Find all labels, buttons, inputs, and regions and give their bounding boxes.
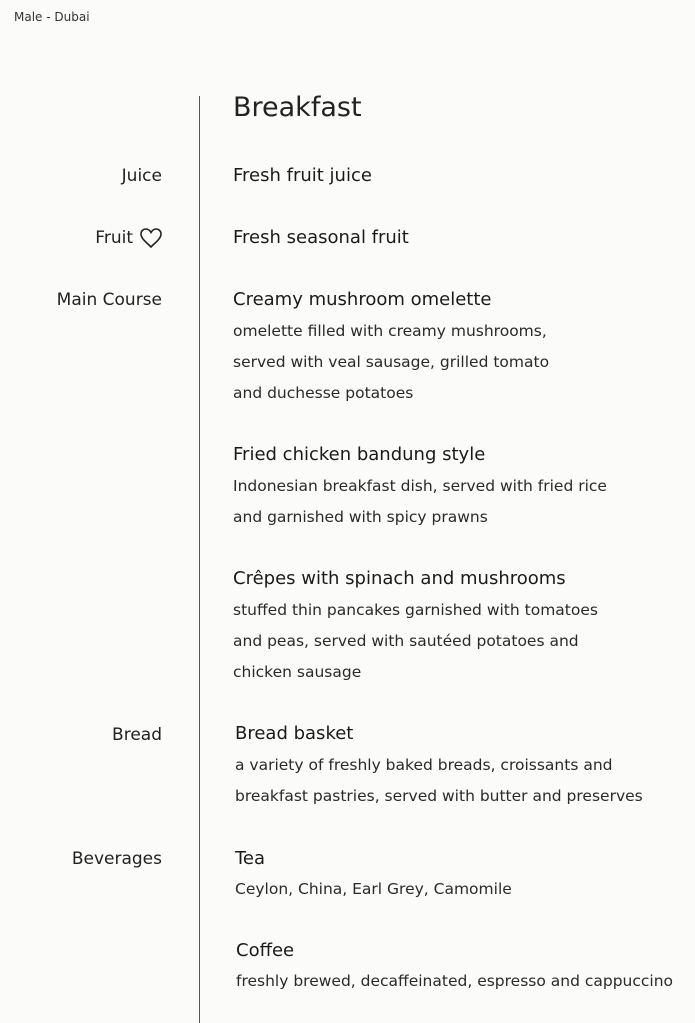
label-bread-text: Bread <box>112 725 162 745</box>
heart-icon <box>139 227 163 249</box>
item-omelette-title: Creamy mushroom omelette <box>233 289 492 310</box>
vertical-divider <box>199 96 200 1023</box>
label-juice <box>122 166 162 186</box>
item-coffee-title: Coffee <box>236 940 295 961</box>
desc-line: and duchesse potatoes <box>233 384 414 402</box>
item-tea-desc <box>235 874 512 905</box>
label-beverages-text: Beverages <box>71 849 162 869</box>
label-fruit-text: Fruit <box>95 228 133 248</box>
desc-line: stuffed thin pancakes garnished with tomatoes <box>233 601 598 619</box>
menu-title: Breakfast <box>233 92 362 123</box>
item-chicken-title: Fried chicken bandung style <box>233 444 486 465</box>
desc-line: Ceylon, China, Earl Grey, Camomile <box>235 880 512 898</box>
desc-line: breakfast pastries, served with butter and preserves <box>235 787 643 805</box>
desc-line: and garnished with spicy prawns <box>233 508 488 526</box>
desc-line: a variety of freshly baked breads, croissants and <box>235 756 613 774</box>
desc-line: Indonesian breakfast dish, served with fried rice <box>233 477 607 495</box>
desc-line: served with veal sausage, grilled tomato <box>233 353 550 371</box>
label-main-course-text: Main Course <box>56 290 162 310</box>
label-beverages <box>72 849 162 869</box>
desc-line: and peas, served with sautéed potatoes and <box>233 632 579 650</box>
item-crepes-title: Crêpes with spinach and mushrooms <box>233 568 566 589</box>
item-tea-title: Tea <box>235 848 266 869</box>
route-header: Male - Dubai <box>14 10 90 24</box>
item-omelette-desc <box>233 316 549 409</box>
item-juice-title: Fresh fruit juice <box>233 165 372 186</box>
desc-line: freshly brewed, decaffeinated, espresso and cappuccino <box>236 972 674 990</box>
label-main-course <box>57 290 162 310</box>
item-fruit-title: Fresh seasonal fruit <box>233 227 409 248</box>
item-coffee-desc <box>236 966 673 997</box>
item-crepes-desc <box>233 595 598 688</box>
label-juice-text: Juice <box>121 166 162 186</box>
item-bread-desc <box>235 750 643 812</box>
item-chicken-desc <box>233 471 607 533</box>
desc-line: chicken sausage <box>233 663 362 681</box>
label-bread <box>112 725 162 745</box>
desc-line: omelette filled with creamy mushrooms, <box>233 322 547 340</box>
item-bread-title: Bread basket <box>235 723 354 744</box>
label-fruit <box>95 227 163 249</box>
